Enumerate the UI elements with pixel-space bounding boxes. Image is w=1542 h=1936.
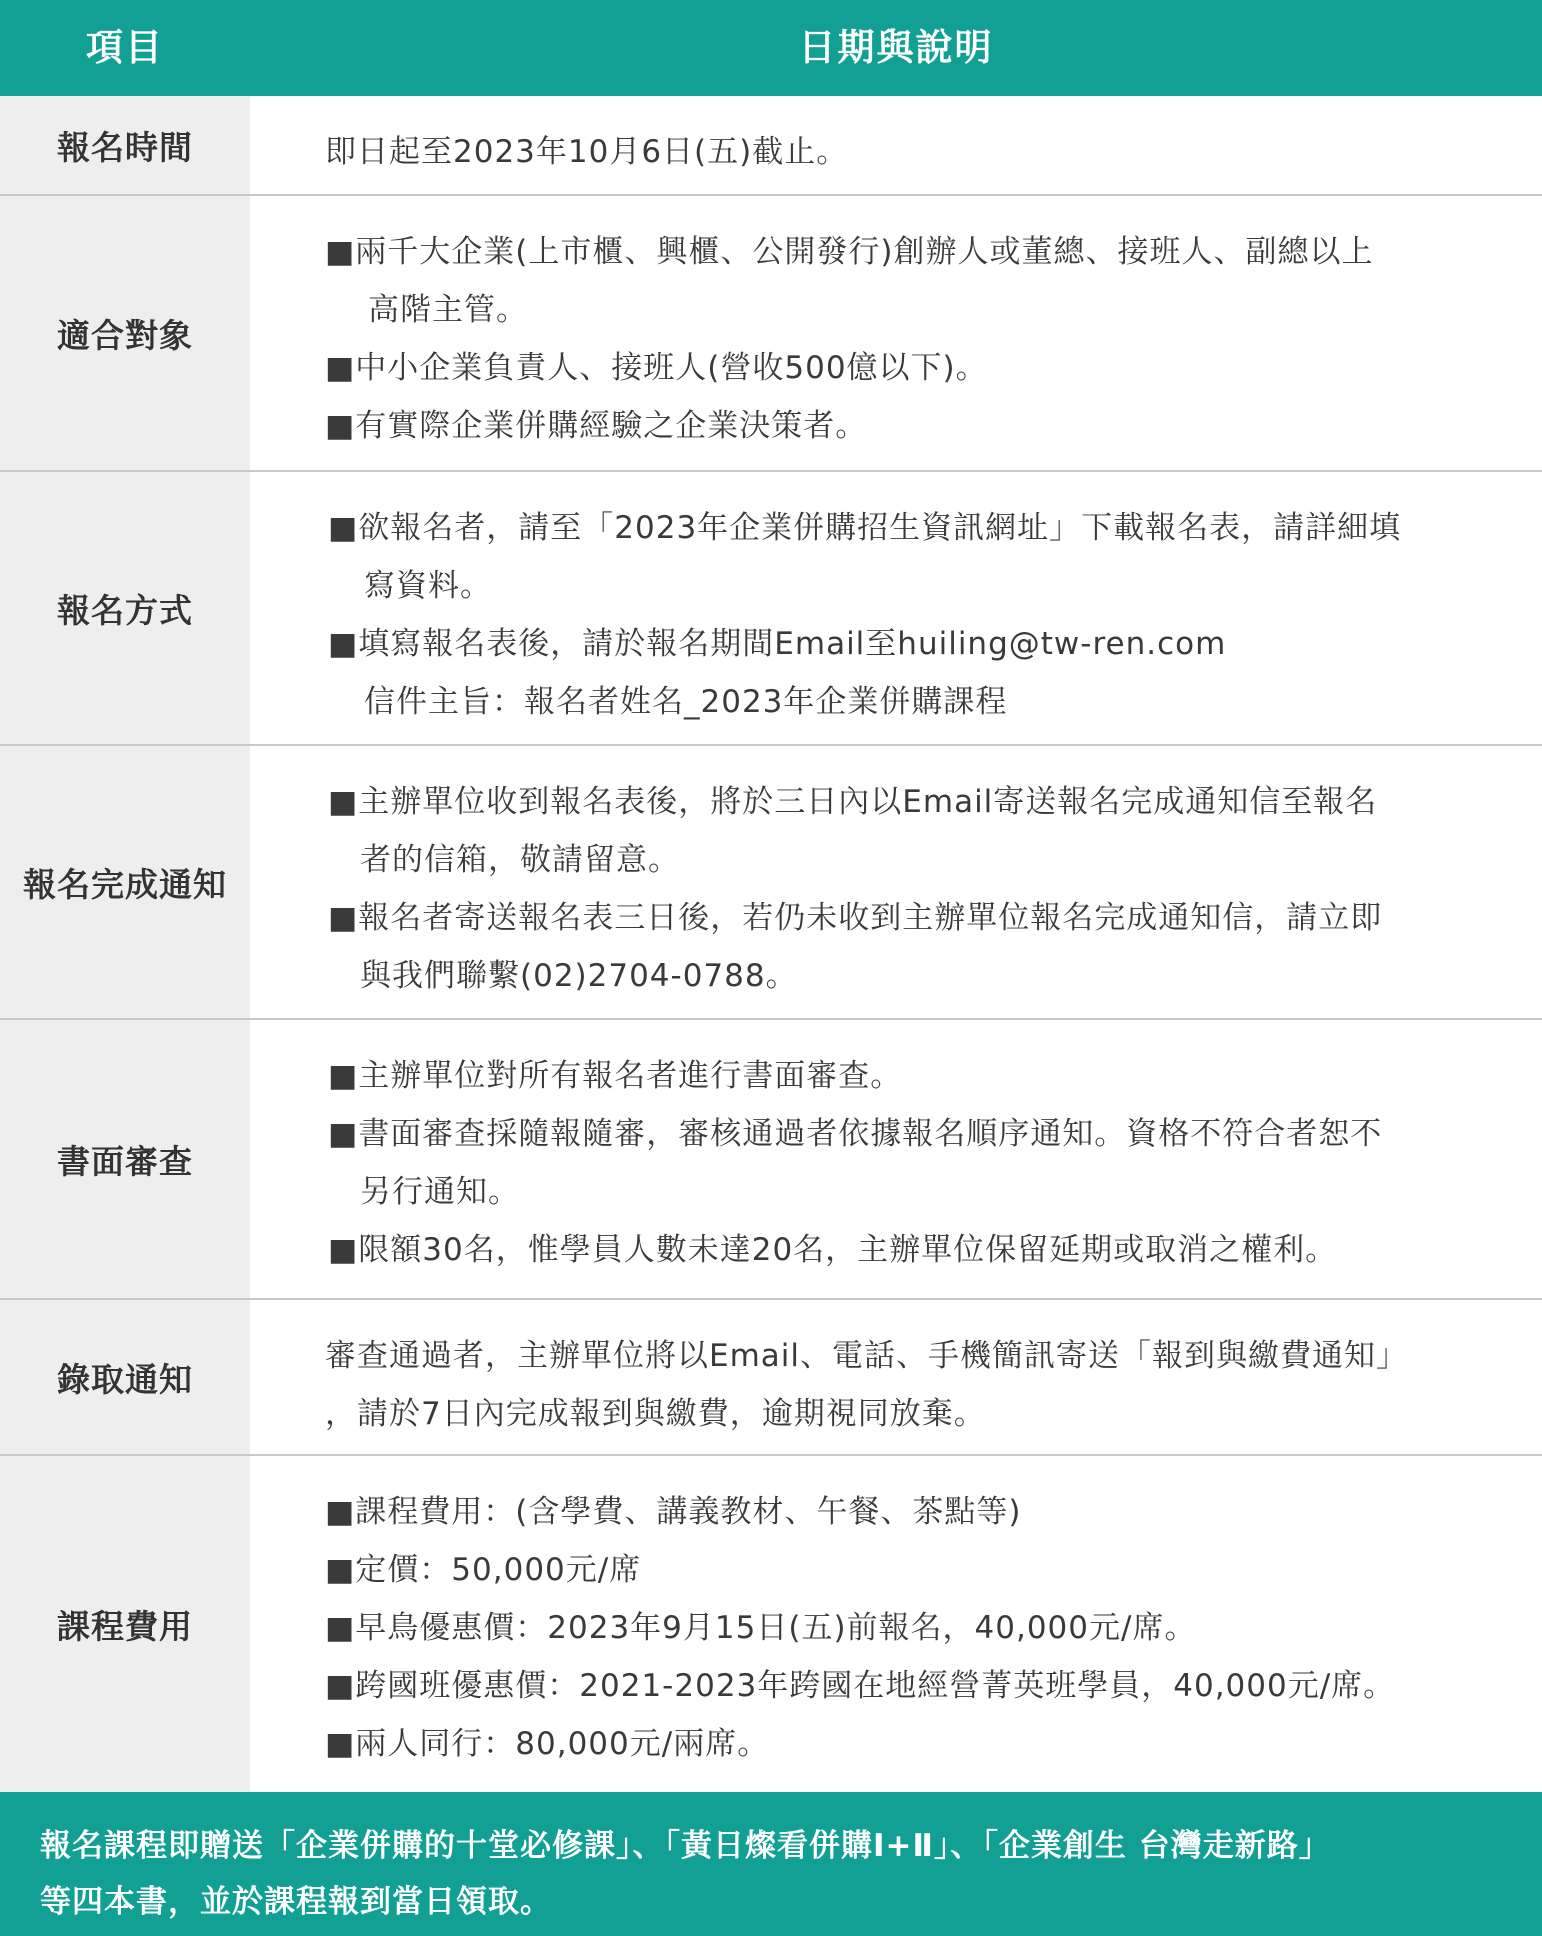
row-label: 報名方式	[0, 472, 250, 744]
content-line: ■報名者寄送報名表三日後，若仍未收到主辦單位報名完成通知信，請立即	[328, 900, 1383, 936]
content-line: 者的信箱，敬請留意。	[360, 842, 680, 878]
row-registration-period	[0, 96, 1542, 194]
content-line: ■中小企業負責人、接班人(營收500億以下)。	[325, 350, 988, 386]
content-line: ■跨國班優惠價：2021-2023年跨國在地經營菁英班學員，40,000元/席。	[325, 1668, 1396, 1704]
content-line: ■欲報名者，請至「2023年企業併購招生資訊網址」下載報名表，請詳細填	[328, 510, 1402, 546]
content-line: ■定價：50,000元/席	[325, 1552, 642, 1588]
row-document-review	[0, 1020, 1542, 1298]
table-header	[0, 0, 1542, 96]
content-line: 即日起至2023年10月6日(五)截止。	[325, 134, 849, 170]
content-line: 信件主旨：報名者姓名_2023年企業併購課程	[364, 684, 1008, 720]
content-line: 與我們聯繫(02)2704-0788。	[360, 958, 798, 994]
content-line: 高階主管。	[368, 292, 528, 328]
content-line: 寫資料。	[364, 568, 492, 604]
row-label: 適合對象	[0, 196, 250, 470]
content-line: ■兩人同行：80,000元/兩席。	[325, 1726, 770, 1762]
row-content	[250, 1300, 1542, 1454]
content-line: 另行通知。	[360, 1174, 520, 1210]
content-line: 審查通過者，主辦單位將以Email、電話、手機簡訊寄送「報到與繳費通知」	[325, 1338, 1409, 1374]
gift-books-note	[0, 1792, 1542, 1936]
row-registration-method	[0, 472, 1542, 744]
row-content	[250, 472, 1542, 744]
row-label: 書面審查	[0, 1020, 250, 1298]
header-description-column: 日期與說明	[798, 26, 994, 69]
row-content	[250, 746, 1542, 1018]
content-line: ■書面審查採隨報隨審，審核通過者依據報名順序通知。資格不符合者恕不	[328, 1116, 1383, 1152]
row-label: 報名時間	[0, 96, 250, 194]
content-line: ■主辦單位對所有報名者進行書面審查。	[328, 1058, 903, 1094]
row-label: 錄取通知	[0, 1300, 250, 1454]
row-content	[250, 1456, 1542, 1792]
content-line: ■兩千大企業(上市櫃、興櫃、公開發行)創辦人或董總、接班人、副總以上	[325, 234, 1374, 270]
row-content	[250, 196, 1542, 470]
content-line: ■有實際企業併購經驗之企業決策者。	[325, 408, 868, 444]
content-line: ，請於7日內完成報到與繳費，逾期視同放棄。	[325, 1396, 986, 1432]
content-line: ■主辦單位收到報名表後，將於三日內以Email寄送報名完成通知信至報名	[328, 784, 1378, 820]
content-line: ■填寫報名表後，請於報名期間Email至huiling@tw-ren.com	[328, 626, 1227, 662]
row-admission-notice	[0, 1300, 1542, 1454]
content-line: ■課程費用：(含學費、講義教材、午餐、茶點等)	[325, 1494, 1022, 1530]
row-label: 課程費用	[0, 1456, 250, 1792]
row-label: 報名完成通知	[0, 746, 250, 1018]
row-content	[250, 96, 1542, 194]
row-content	[250, 1020, 1542, 1298]
footer-line: 等四本書，並於課程報到當日領取。	[40, 1884, 552, 1920]
content-line: ■早鳥優惠價：2023年9月15日(五)前報名，40,000元/席。	[325, 1610, 1197, 1646]
header-item-column: 項目	[86, 26, 164, 69]
row-audience	[0, 196, 1542, 470]
row-course-fees	[0, 1456, 1542, 1792]
content-line: ■限額30名，惟學員人數未達20名，主辦單位保留延期或取消之權利。	[328, 1232, 1338, 1268]
row-completion-notice	[0, 746, 1542, 1018]
footer-line: 報名課程即贈送「企業併購的十堂必修課」、「黃日燦看併購Ⅰ+Ⅱ」、「企業創生 台灣走新路」	[40, 1828, 1331, 1864]
